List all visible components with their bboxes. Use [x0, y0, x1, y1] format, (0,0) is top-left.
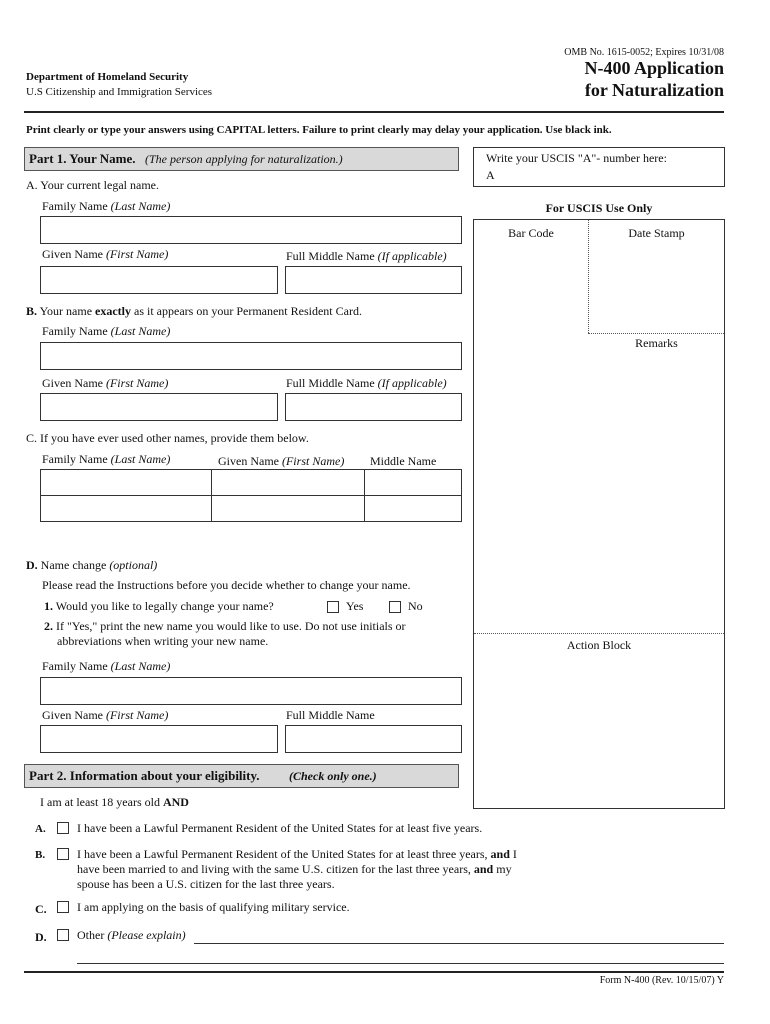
- option-a-text: I have been a Lawful Permanent Resident of the United States for at least five years.: [77, 821, 483, 835]
- explain-line-1[interactable]: [194, 943, 724, 944]
- label-italic: (If applicable): [377, 249, 447, 263]
- label-text: Full Middle Name: [286, 376, 378, 390]
- d-middle-name-field[interactable]: [285, 725, 462, 753]
- section-a-text: . Your current legal name.: [34, 178, 159, 192]
- change-name-yes-checkbox[interactable]: [327, 601, 339, 613]
- section-d-optional: (optional): [109, 558, 158, 572]
- section-c-label: [26, 431, 309, 446]
- b-middle-label: [286, 376, 447, 391]
- other-family-name-2[interactable]: [41, 496, 212, 522]
- remarks-label: Remarks: [635, 336, 678, 350]
- label-text: Full Middle Name: [286, 249, 378, 263]
- table-row: [41, 470, 462, 496]
- bar-code-label: Bar Code: [508, 226, 554, 240]
- section-b-prefix: B.: [26, 304, 38, 318]
- change-name-no-checkbox[interactable]: [389, 601, 401, 613]
- d-instructions: Please read the Instructions before you decide whether to change your name.: [42, 578, 411, 592]
- form-revision: Form N-400 (Rev. 10/15/07) Y: [599, 975, 724, 986]
- part1-subtitle: (The person applying for naturalization.): [145, 152, 343, 166]
- part2-header: [24, 764, 459, 788]
- section-b-label: [26, 304, 362, 319]
- label-text: Given Name: [218, 454, 282, 468]
- option-d-checkbox[interactable]: [57, 929, 69, 941]
- d-question-2: [44, 619, 406, 634]
- b-middle-name-field[interactable]: [285, 393, 462, 421]
- option-a-letter: A.: [35, 823, 46, 835]
- label-text: Given Name: [42, 376, 106, 390]
- part1-title: Part 1. Your Name.: [29, 151, 136, 166]
- a-number-prefix: A: [486, 168, 495, 182]
- question-number: 2.: [44, 619, 53, 633]
- label-text: Family Name: [42, 199, 111, 213]
- part2-intro: [40, 795, 189, 810]
- form-title-line2: for Naturalization: [584, 80, 724, 100]
- part1-header: [24, 147, 459, 171]
- other-middle-name-1[interactable]: [365, 470, 462, 496]
- option-c-checkbox[interactable]: [57, 901, 69, 913]
- d-question-1: [44, 599, 274, 614]
- label-italic: (Last Name): [110, 659, 171, 673]
- action-divider: [474, 633, 724, 634]
- a-given-name-field[interactable]: [40, 266, 278, 294]
- d-given-name-field[interactable]: [40, 725, 278, 753]
- label-text: Given Name: [42, 247, 106, 261]
- yes-label: Yes: [346, 599, 364, 613]
- intro-bold: AND: [162, 795, 189, 809]
- option-d-letter: D.: [35, 930, 47, 944]
- a-given-label: [42, 247, 168, 262]
- d-family-name-field[interactable]: [40, 677, 462, 705]
- question-text: Would you like to legally change your name?: [53, 599, 274, 613]
- section-a-label: [26, 178, 159, 193]
- section-d-prefix: D.: [26, 558, 38, 572]
- question-text: If "Yes," print the new name you would like to use. Do not use initials or: [53, 619, 406, 633]
- option-b-text-line2: [77, 862, 512, 877]
- label-italic: (First Name): [105, 376, 169, 390]
- service-name: U.S Citizenship and Immigration Services: [26, 86, 213, 98]
- b-family-name-field[interactable]: [40, 342, 462, 370]
- label-italic: (First Name): [105, 708, 169, 722]
- table-row: [41, 496, 462, 522]
- option-b-text: have been married to and living with the same U.S. citizen for the last three years,: [77, 862, 474, 876]
- a-number-box[interactable]: [473, 147, 725, 187]
- section-b-text: as it appears on your Permanent Resident Card.: [131, 304, 362, 318]
- option-a-checkbox[interactable]: [57, 822, 69, 834]
- label-italic: (First Name): [105, 247, 169, 261]
- other-given-name-1[interactable]: [212, 470, 365, 496]
- label-text: Family Name: [42, 324, 111, 338]
- option-d-italic: (Please explain): [107, 928, 186, 942]
- no-label: No: [408, 599, 423, 613]
- other-given-name-2[interactable]: [212, 496, 365, 522]
- d-middle-label: Full Middle Name: [286, 708, 375, 722]
- option-b-text: I have been a Lawful Permanent Resident of the United States for at least three years,: [77, 847, 491, 861]
- question-number: 1.: [44, 599, 53, 613]
- c-family-label: [42, 452, 170, 467]
- option-b-checkbox[interactable]: [57, 848, 69, 860]
- option-b-text-line3: spouse has been a U.S. citizen for the last three years.: [77, 877, 335, 891]
- a-family-label: [42, 199, 170, 214]
- option-c-letter: C.: [35, 902, 47, 916]
- uscis-office-box: [473, 219, 725, 809]
- date-stamp-label: Date Stamp: [628, 226, 685, 240]
- option-b-bold: and: [490, 847, 510, 861]
- section-a-prefix: A: [26, 178, 35, 192]
- form-title-line1: N-400 Application: [584, 58, 724, 78]
- c-given-label: [218, 454, 344, 469]
- label-text: Family Name: [42, 452, 111, 466]
- intro-text: I am at least 18 years old: [40, 795, 163, 809]
- footer-rule: [24, 971, 724, 973]
- other-middle-name-2[interactable]: [365, 496, 462, 522]
- option-d-label: Other: [77, 928, 108, 942]
- b-family-label: [42, 324, 170, 339]
- c-middle-label: Middle Name: [370, 454, 437, 468]
- option-c-text: I am applying on the basis of qualifying military service.: [77, 900, 350, 914]
- section-c-prefix: C: [26, 431, 35, 445]
- agency-name: Department of Homeland Security: [26, 71, 189, 83]
- remarks-divider: [588, 333, 724, 334]
- option-b-text: my: [493, 862, 512, 876]
- part2-subtitle: (Check only one.): [289, 769, 377, 783]
- a-middle-label: [286, 249, 447, 264]
- section-b-text: Your name: [37, 304, 96, 318]
- a-middle-name-field[interactable]: [285, 266, 462, 294]
- section-d-text: Name change: [37, 558, 110, 572]
- b-given-name-field[interactable]: [40, 393, 278, 421]
- instructions: Print clearly or type your answers using CAPITAL letters. Failure to print clearly may delay your application. Use black ink.: [26, 124, 612, 136]
- option-b-bold: and: [473, 862, 494, 876]
- label-text: Family Name: [42, 659, 111, 673]
- other-names-table: [40, 469, 462, 522]
- label-italic: (First Name): [281, 454, 345, 468]
- section-b-bold: exactly: [95, 304, 132, 318]
- action-block-label: Action Block: [566, 638, 632, 652]
- omb-number: OMB No. 1615-0052; Expires 10/31/08: [564, 47, 724, 58]
- d-question-2-cont: abbreviations when writing your new name.: [57, 634, 269, 648]
- option-b-text: I: [509, 847, 517, 861]
- d-family-label: [42, 659, 170, 674]
- label-italic: (If applicable): [377, 376, 447, 390]
- uscis-use-only-label: For USCIS Use Only: [545, 201, 653, 215]
- label-text: Given Name: [42, 708, 106, 722]
- d-given-label: [42, 708, 168, 723]
- section-d-label: [26, 558, 157, 573]
- section-c-text: . If you have ever used other names, provide them below.: [34, 431, 309, 445]
- label-italic: (Last Name): [110, 199, 171, 213]
- option-b-letter: B.: [35, 849, 46, 861]
- option-b-text-line1: [77, 847, 517, 862]
- b-given-label: [42, 376, 168, 391]
- explain-line-2[interactable]: [77, 963, 724, 964]
- option-d-text: [77, 928, 186, 943]
- a-number-label: Write your USCIS "A"- number here:: [486, 151, 667, 165]
- part2-title: Part 2. Information about your eligibility.: [29, 768, 260, 783]
- a-family-name-field[interactable]: [40, 216, 462, 244]
- header-rule: [24, 111, 724, 113]
- label-italic: (Last Name): [110, 324, 171, 338]
- label-italic: (Last Name): [110, 452, 171, 466]
- other-family-name-1[interactable]: [41, 470, 212, 496]
